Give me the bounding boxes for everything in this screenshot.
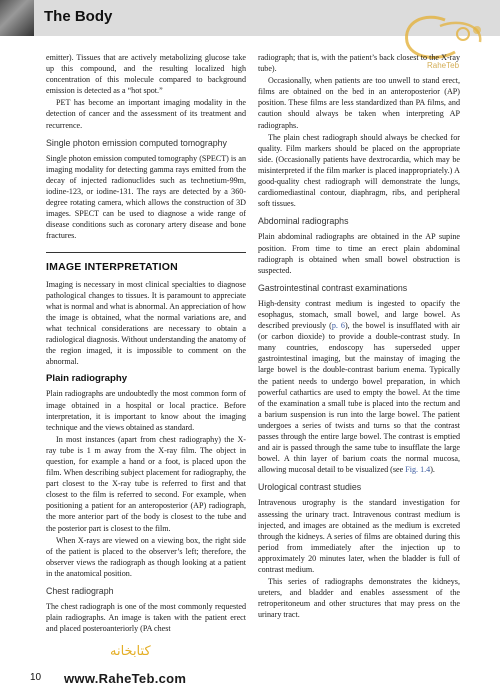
right-column <box>258 52 460 622</box>
paragraph: Intravenous urography is the standard investigation for assessing the urinary tract. Intravenous contrast medium is injected, and images are obtained as the medium is excreted through the kidneys. A series of films are obtained during this period from immediately after the injection up to approximately 20 minutes later, when the bladder is full of contrast medium. <box>258 498 460 575</box>
text-run: ). <box>430 465 435 475</box>
paragraph: PET has become an important imaging modality in the detection of cancer and the assessment of its treatment and recurrence. <box>46 98 246 130</box>
paragraph: radiograph; that is, with the patient’s back closest to the X-ray tube). <box>258 53 460 74</box>
subsection-heading: Gastrointestinal contrast examinations <box>258 282 408 293</box>
chapter-title: The Body <box>44 8 113 25</box>
subsection-heading: Urological contrast studies <box>258 482 362 493</box>
text-run: ), the bowel is insufflated with air (or carbon dioxide) to provide a double-contrast study. In many countries, endoscopy has superseded upper gastrointestinal imaging, but the mainstay of imaging the large bowel is the double-contrast barium enema. Typically the patient needs to undergo bowel preparation, in which powerful cathartics are used to empty the bowel. At the time of the examination a small tube is placed into the rectum and a barium suspension is run into the large bowel. The patient undergoes a series of twists and turns so that the contrast passes through the entire large bowel. The contrast is emptied and air is passed through the same tube to insufflate the large bowel. A thin layer of barium coats the normal mucosa, allowing mucosal detail to be visualized (see <box>258 321 460 475</box>
section-heading: IMAGE INTERPRETATION <box>46 252 246 273</box>
paragraph: In most instances (apart from chest radiography) the X-ray tube is 1 m away from the X-ray film. The object in question, for example a hand or a foot, is placed upon the film. When describing subject placement for radiography, the part closest to the X-ray tube is referred to first and that closest to the film is referred to second. For example, when positioning a patient for an anteroposterior (AP) radiograph, the more anterior part of the body is closest to the tube and the posterior part is closest to the film. <box>46 434 246 533</box>
paragraph: This series of radiographs demonstrates the kidneys, ureters, and bladder and enables assessment of the retroperitoneum and other structures that may press on the urinary tract. <box>258 577 460 620</box>
watermark-url: www.RaheTeb.com <box>64 671 187 686</box>
section-heading: Plain radiography <box>46 373 128 385</box>
paragraph <box>258 298 460 476</box>
subsection-heading: Chest radiograph <box>46 586 114 597</box>
subsection-heading: Single photon emission computed tomography <box>46 137 227 148</box>
watermark-persian-text: کتابخانه <box>110 644 151 659</box>
figure-cross-reference-link[interactable]: Fig. 1.4 <box>405 465 431 475</box>
paragraph: The chest radiograph is one of the most commonly requested plain radiographs. An image is taken with the patient erect and placed posteroanteriorly (PA chest <box>46 602 246 634</box>
paragraph: Single photon emission computed tomography (SPECT) is an imaging modality for detecting gamma rays emitted from the decay of injected radionuclides such as technetium-99m, iodine-123, or iodine-131. The rays are detected by a 360-degree rotating camera, which allows the construction of 3D images. SPECT can be used to diagnose a wide range of disease conditions such as coronary artery disease and bone fractures. <box>46 153 246 241</box>
header-thumbnail-image <box>0 0 34 36</box>
paragraph: Plain abdominal radiographs are obtained in the AP supine position. From time to time an erect plain abdominal radiograph is obtained when small bowel obstruction is suspected. <box>258 232 460 275</box>
page-cross-reference-link[interactable]: p. 6 <box>331 321 345 331</box>
page-number: 10 <box>30 672 42 683</box>
paragraph: The plain chest radiograph should always be checked for quality. Film markers should be placed on the appropriate side. (Occasionally patients have dextrocardia, which may be misinterpreted if the film marker is placed inappropriately.) A good-quality chest radiograph will demonstrate the lungs, cardiomediastinal contour, diaphragm, ribs, and peripheral soft tissues. <box>258 132 460 209</box>
paragraph: When X-rays are viewed on a viewing box, the right side of the patient is placed to the observer’s left; therefore, the observer views the radiograph as though looking at a patient in the anatomical position. <box>46 535 246 578</box>
paragraph: emitter). Tissues that are actively metabolizing glucose take up this compound, and the resulting localized high concentration of this molecule compared to background emission is detected as a “hot spot.” <box>46 53 246 96</box>
subsection-heading: Abdominal radiographs <box>258 216 349 227</box>
paragraph: Occasionally, when patients are too unwell to stand erect, films are obtained on the bed in an anteroposterior (AP) position. These films are less standardized than PA films, and caution should always be taken when interpreting AP radiographs. <box>258 76 460 130</box>
logo-text: RaheTeb <box>427 61 460 70</box>
paragraph: Imaging is necessary in most clinical specialties to diagnose pathological changes to tissues. It is paramount to appreciate what is normal and what is abnormal. An appreciation of how the image is obtained, what the normal variations are, and what technical considerations are necessary to obtain a radiological diagnosis. Without understanding the anatomy of the region imaged, it is impossible to comment on the abnormal. <box>46 279 246 367</box>
paragraph: Plain radiographs are undoubtedly the most common form of image obtained in a hospital or local practice. Before interpretation, it is important to know about the imaging technique and the views obtained as standard. <box>46 389 246 432</box>
text-run: High-density contrast medium is ingested to opacify the esophagus, stomach, small bowel, and large bowel. As described previously ( <box>258 298 460 331</box>
left-column <box>46 52 246 635</box>
